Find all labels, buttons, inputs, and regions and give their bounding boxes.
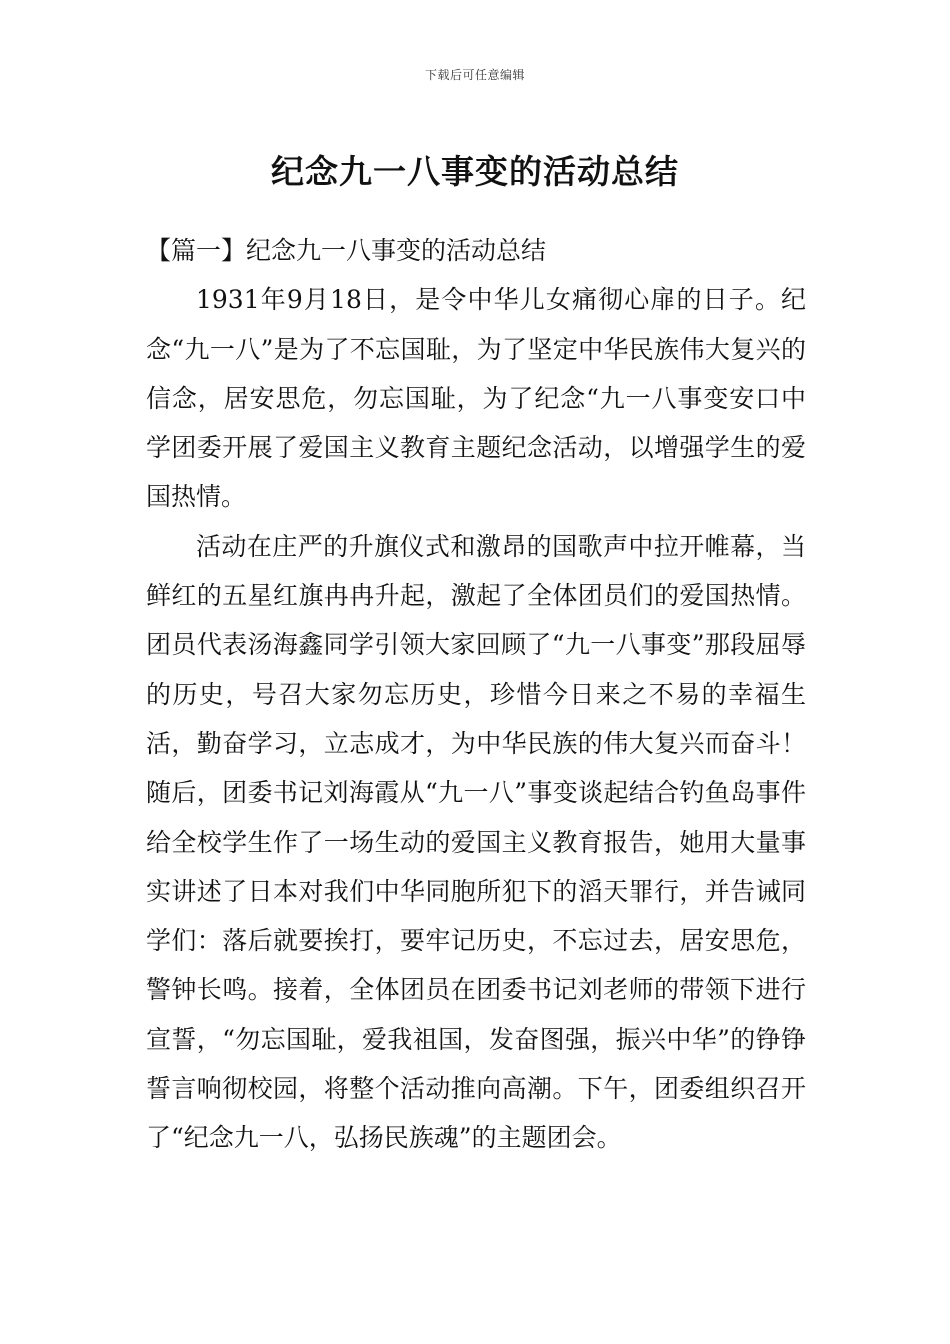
- document-title: 纪念九一八事变的活动总结: [271, 152, 679, 192]
- header-note: 下载后可任意编辑: [424, 68, 525, 82]
- section-heading: 【篇一】纪念九一八事变的活动总结: [146, 236, 547, 265]
- document-body: [146, 226, 806, 1163]
- paragraph-1: 1931年9月18日，是令中华儿女痛彻心扉的日子。纪念“九一八”是为了不忘国耻，为了坚定中华民族伟大复兴的信念，居安思危，勿忘国耻，为了纪念“九一八事变安口中学团委开展了爱国主义教育主题纪念活动，以增强学生的爱国热情。: [146, 285, 806, 512]
- paragraph-2: 活动在庄严的升旗仪式和激昂的国歌声中拉开帷幕，当鲜红的五星红旗冉冉升起，激起了全体团员们的爱国热情。团员代表汤海鑫同学引领大家回顾了“九一八事变”那段屈辱的历史，号召大家勿忘历史，珍惜今日来之不易的幸福生活，勤奋学习，立志成才，为中华民族的伟大复兴而奋斗！随后，团委书记刘海霞从“九一八”事变谈起结合钓鱼岛事件给全校学生作了一场生动的爱国主义教育报告，她用大量事实讲述了日本对我们中华同胞所犯下的滔天罪行，并告诫同学们：落后就要挨打，要牢记历史，不忘过去，居安思危，警钟长鸣。接着，全体团员在团委书记刘老师的带领下进行宣誓，“勿忘国耻，爱我祖国，发奋图强，振兴中华”的铮铮誓言响彻校园，将整个活动推向高潮。下午，团委组织召开了“纪念九一八，弘扬民族魂”的主题团会。: [146, 531, 806, 1153]
